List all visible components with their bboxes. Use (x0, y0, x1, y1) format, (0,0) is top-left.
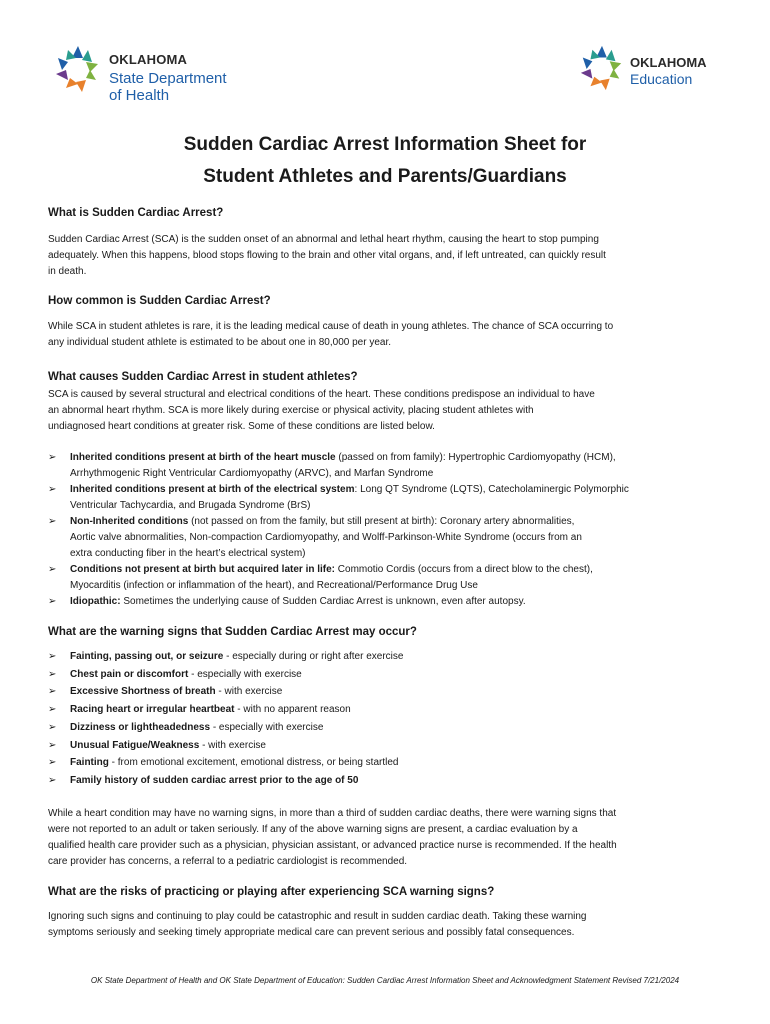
oklahoma-star-icon (577, 44, 627, 94)
logo-left-line1: OKLAHOMA (109, 52, 188, 67)
list-item (48, 754, 728, 772)
section-paragraph-what-is-sca (48, 232, 712, 280)
list-item (48, 772, 728, 790)
list-item (48, 648, 728, 666)
logo-right-line1: OKLAHOMA (630, 55, 707, 70)
paragraph-line: While SCA in student athletes is rare, it is the leading medical cause of death in young athletes. The chance of SCA occurring to (48, 321, 614, 332)
arrow-bullet-icon: ➢ (48, 596, 57, 607)
list-item-text: - from emotional excitement, emotional distress, or being startled (108, 757, 399, 769)
list-item-continuation: Arrhythmogenic Right Ventricular Cardiomyopathy (ARVC), and Marfan Syndrome (70, 468, 434, 479)
list-item (48, 701, 728, 719)
arrow-bullet-icon: ➢ (48, 686, 57, 698)
osde-logo (577, 44, 737, 96)
list-item-bold: Inherited conditions present at birth of the electrical system (70, 484, 355, 495)
arrow-bullet-icon: ➢ (48, 516, 57, 527)
arrow-bullet-icon: ➢ (48, 774, 57, 786)
list-item-continuation: Ventricular Tachycardia, and Brugada Syndrome (BrS) (70, 500, 311, 511)
paragraph-line: any individual student athlete is estimated to be about one in 80,000 per year. (48, 337, 392, 348)
logo-left-line3: of Health (109, 87, 170, 104)
list-item-text: Commotio Cordis (occurs from a direct blow to the chest), (335, 564, 593, 575)
page-title-line1: Sudden Cardiac Arrest Information Sheet for (183, 134, 587, 155)
logo-right-line2: Education (630, 71, 693, 87)
section-paragraph-warning-signs (48, 806, 712, 870)
list-item (48, 562, 728, 594)
section-heading-what-is-sca: What is Sudden Cardiac Arrest? (48, 207, 224, 219)
list-item (48, 737, 728, 755)
arrow-bullet-icon: ➢ (48, 721, 57, 733)
paragraph-line: qualified health care provider such as a physician, physician assistant, or advanced practice nurse is recommended. If the health (48, 840, 617, 851)
arrow-bullet-icon: ➢ (48, 452, 57, 463)
paragraph-line: SCA is caused by several structural and electrical conditions of the heart. These conditions predispose an individual to have (48, 389, 595, 400)
list-item-bold: Chest pain or discomfort (70, 668, 189, 680)
list-item-text: - with exercise (215, 686, 283, 698)
page-title-line2: Student Athletes and Parents/Guardians (203, 166, 567, 187)
paragraph-line: an abnormal heart rhythm. SCA is more likely during exercise or physical activity, placing student athletes with (48, 405, 534, 416)
arrow-bullet-icon: ➢ (48, 739, 57, 751)
paragraph-line: in death. (48, 266, 87, 277)
paragraph-line: were not reported to an adult or taken seriously. If any of the above warning signs are present, a cardiac evaluation by a (48, 824, 578, 835)
list-item-bold: Unusual Fatigue/Weakness (70, 739, 200, 751)
list-item-continuation: extra conducting fiber in the heart’s electrical system) (70, 548, 306, 559)
logo-left-line2: State Department (109, 70, 227, 87)
osdh-logo (52, 44, 252, 104)
paragraph-line: care provider has concerns, a referral to a pediatric cardiologist is recommended. (48, 856, 408, 867)
warning-signs-list (48, 648, 728, 790)
list-item-text: - especially with exercise (188, 668, 302, 680)
list-item-text: - with exercise (199, 739, 266, 751)
list-item-bold: Racing heart or irregular heartbeat (70, 704, 235, 716)
list-item-text: Sometimes the underlying cause of Sudden Cardiac Arrest is unknown, even after autopsy. (120, 596, 526, 607)
paragraph-line: undiagnosed heart conditions at greater risk. Some of these conditions are listed below. (48, 421, 435, 432)
list-item (48, 514, 728, 562)
section-paragraph-risks (48, 909, 712, 941)
list-item-continuation: Myocarditis (infection or inflammation of the heart), and Recreational/Performance Drug Use (70, 580, 478, 591)
list-item-text: (not passed on from the family, but still present at birth): Coronary artery abnormalities, (188, 516, 575, 527)
arrow-bullet-icon: ➢ (48, 757, 57, 769)
section-heading-causes: What causes Sudden Cardiac Arrest in student athletes? (48, 371, 358, 383)
section-heading-warning-signs: What are the warning signs that Sudden Cardiac Arrest may occur? (48, 626, 417, 638)
list-item-bold: Family history of sudden cardiac arrest prior to the age of 50 (70, 774, 359, 786)
list-item-bold: Fainting (70, 757, 109, 769)
paragraph-line: Sudden Cardiac Arrest (SCA) is the sudden onset of an abnormal and lethal heart rhythm, causing the heart to stop pumping (48, 234, 599, 245)
causes-list (48, 450, 728, 610)
list-item-bold: Fainting, passing out, or seizure (70, 651, 224, 662)
oklahoma-star-icon (52, 44, 104, 96)
list-item-bold: Inherited conditions present at birth of the heart muscle (70, 452, 336, 463)
list-item-text: - with no apparent reason (234, 704, 351, 716)
paragraph-line: symptoms seriously and seeking timely appropriate medical care can prevent serious and possibly fatal consequences. (48, 927, 575, 938)
list-item-bold: Conditions not present at birth but acquired later in life: (70, 564, 336, 575)
paragraph-line: Ignoring such signs and continuing to play could be catastrophic and result in sudden cardiac death. Taking these warning (48, 911, 587, 922)
section-heading-risks: What are the risks of practicing or playing after experiencing SCA warning signs? (48, 886, 495, 898)
arrow-bullet-icon: ➢ (48, 668, 57, 680)
paragraph-line: While a heart condition may have no warning signs, in more than a third of sudden cardiac deaths, there were warning signs that (48, 808, 617, 819)
list-item-text: : Long QT Syndrome (LQTS), Catecholaminergic Polymorphic (354, 484, 629, 495)
arrow-bullet-icon: ➢ (48, 651, 57, 662)
list-item-bold: Idiopathic: (70, 596, 121, 607)
list-item-text: - especially during or right after exercise (223, 651, 404, 662)
list-item-bold: Dizziness or lightheadedness (70, 721, 211, 733)
section-paragraph-how-common (48, 319, 712, 351)
list-item-text: (passed on from family): Hypertrophic Cardiomyopathy (HCM), (335, 452, 616, 463)
list-item (48, 666, 728, 684)
list-item (48, 719, 728, 737)
paragraph-line: adequately. When this happens, blood stops flowing to the brain and other vital organs, and, if left untreated, can quickly result (48, 250, 606, 261)
list-item (48, 594, 728, 610)
arrow-bullet-icon: ➢ (48, 564, 57, 575)
list-item (48, 482, 728, 514)
list-item-bold: Excessive Shortness of breath (70, 686, 216, 698)
section-paragraph-causes (48, 387, 712, 435)
list-item-bold: Non-Inherited conditions (70, 516, 189, 527)
list-item-continuation: Aortic valve abnormalities, Non-compaction Cardiomyopathy, and Wolff-Parkinson-White Syndrome (occurs from an (70, 532, 582, 543)
page-footer: OK State Department of Health and OK State Department of Education: Sudden Cardiac Arrest Information Sheet and Acknowledgment Statement Revised 7/21/2024 (90, 976, 680, 985)
section-heading-how-common: How common is Sudden Cardiac Arrest? (48, 295, 271, 307)
arrow-bullet-icon: ➢ (48, 704, 57, 716)
list-item (48, 683, 728, 701)
arrow-bullet-icon: ➢ (48, 484, 57, 495)
list-item (48, 450, 728, 482)
list-item-text: - especially with exercise (210, 721, 324, 733)
